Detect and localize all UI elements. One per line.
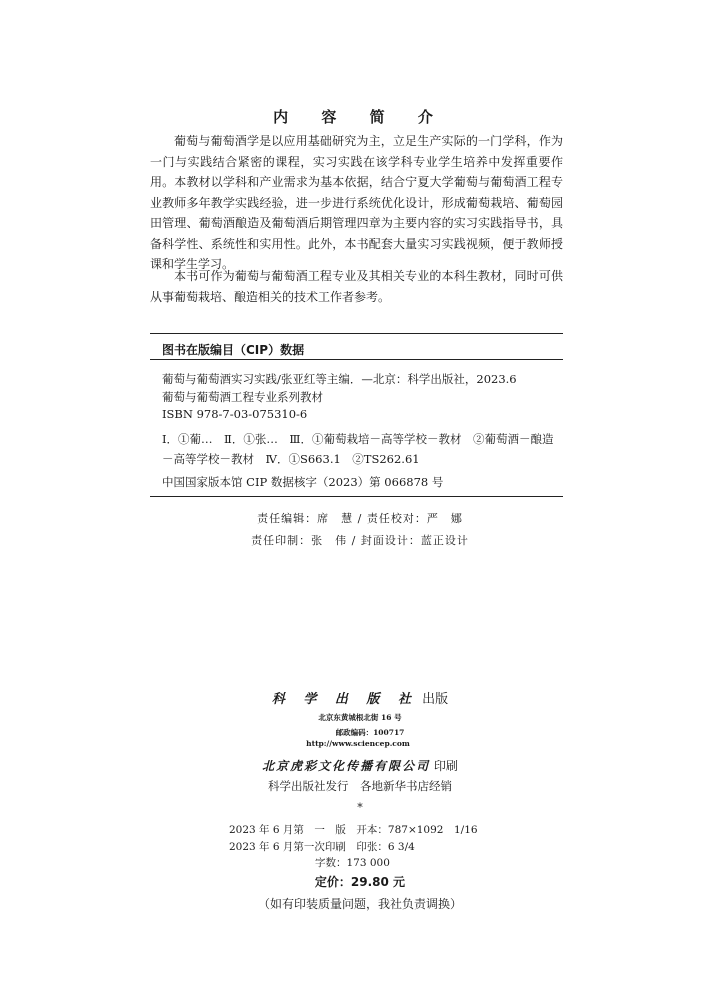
price: 定价：29.80 元 xyxy=(314,875,406,889)
publisher-suffix: 出版 xyxy=(422,692,449,707)
intro-paragraph-2: 本书可作为葡萄与葡萄酒工程专业及其相关专业的本科生教材，同时可供从事葡萄栽培、酿造相关的技术工作者参考。 xyxy=(150,269,563,304)
printer-suffix: 印刷 xyxy=(433,759,458,773)
cip-series-line: 葡萄与葡萄酒工程专业系列教材 xyxy=(162,390,323,404)
cip-title-line: 葡萄与葡萄酒实习实践/张亚红等主编．—北京：科学出版社，2023.6 xyxy=(162,372,517,386)
cip-classification: Ⅰ．①葡… Ⅱ．①张… Ⅲ．①葡萄栽培－高等学校－教材 ②葡萄酒－酿造－高等学校－教材 Ⅳ．①S663.1 ②TS262.61 xyxy=(162,432,554,466)
cip-top-rule xyxy=(150,333,563,334)
publisher-postcode: 邮政编码：100717 xyxy=(335,728,405,737)
cip-isbn-line: ISBN 978-7-03-075310-6 xyxy=(162,407,308,421)
publisher-line xyxy=(0,688,720,707)
quality-notice: （如有印装质量问题，我社负责调换） xyxy=(257,897,462,911)
cip-heading-rule xyxy=(150,359,563,360)
separator-star: * xyxy=(357,801,363,814)
publisher-url: http://www.sciencep.com xyxy=(306,739,410,748)
edition-line-2: 2023 年 6 月第一次印刷 印张：6 3/4 xyxy=(229,841,415,853)
cip-heading: 图书在版编目（CIP）数据 xyxy=(162,343,305,357)
cip-bottom-rule xyxy=(150,496,563,497)
distribution-line: 科学出版社发行 各地新华书店经销 xyxy=(268,779,452,793)
publisher-logo: 科 学 出 版 社 xyxy=(271,692,418,707)
edition-line-3: 字数：173 000 xyxy=(315,857,390,869)
editors-line-2: 责任印制：张 伟 / 封面设计：蓝正设计 xyxy=(251,534,469,547)
printer-logo: 北京虎彩文化传播有限公司 xyxy=(262,759,431,773)
edition-line-1: 2023 年 6 月第 一 版 开本：787×1092 1/16 xyxy=(229,824,478,836)
cip-verification: 中国国家版本馆 CIP 数据核字（2023）第 066878 号 xyxy=(162,475,444,489)
editors-line-1: 责任编辑：席 慧 / 责任校对：严 娜 xyxy=(257,512,463,525)
publisher-address: 北京东黄城根北街 16 号 xyxy=(318,713,402,722)
intro-paragraph-1: 葡萄与葡萄酒学是以应用基础研究为主，立足生产实际的一门学科，作为一门与实践结合紧密的课程，实习实践在该学科专业学生培养中发挥重要作用。本教材以学科和产业需求为基本依据，结合宁夏大学葡萄与葡萄酒工程专业教师多年教学实践经验，进一步进行系统优化设计，形成葡萄栽培、葡萄园田管理、葡萄酒酿造及葡萄酒后期管理四章为主要内容的实习实践指导书，具备科学性、系统性和实用性。此外，本书配套大量实习实践视频，便于教师授课和学生学习。 xyxy=(150,134,563,271)
page-title: 内 容 简 介 xyxy=(273,108,447,126)
printer-line xyxy=(0,757,720,774)
